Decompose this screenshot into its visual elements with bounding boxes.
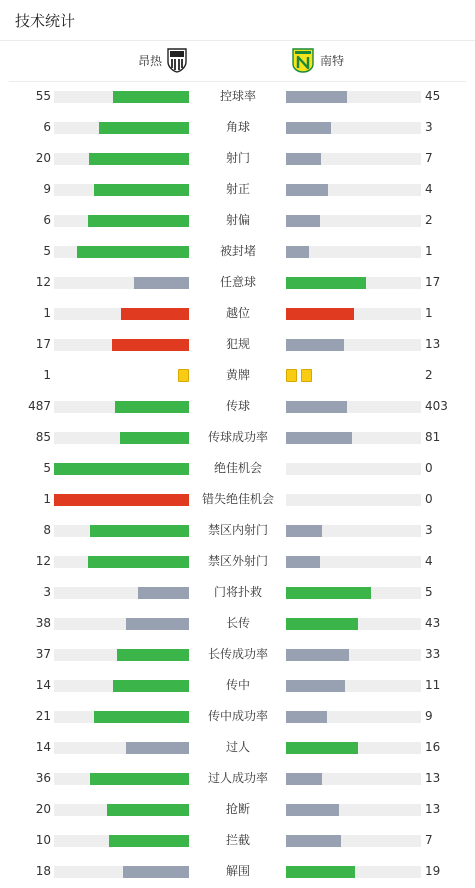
home-bar-fill — [90, 773, 189, 785]
away-bar-track — [286, 742, 421, 754]
away-bar-fill — [286, 432, 352, 444]
stat-row[interactable] — [0, 329, 475, 360]
home-value: 36 — [35, 771, 51, 785]
yellow-card-icon — [301, 369, 312, 382]
stat-label: 传中成功率 — [207, 709, 268, 723]
away-bar-track — [286, 649, 421, 661]
away-bar-track — [286, 556, 421, 568]
away-bar-fill — [286, 153, 321, 165]
home-bar-fill — [89, 153, 189, 165]
away-bar-fill — [286, 866, 355, 878]
home-bar-fill — [126, 742, 189, 754]
home-bar-fill — [120, 432, 189, 444]
away-bar-fill — [286, 804, 339, 816]
stat-label: 抢断 — [225, 802, 250, 816]
stat-label: 禁区外射门 — [207, 554, 268, 568]
home-bar-fill — [54, 494, 189, 506]
away-bar-fill — [286, 649, 349, 661]
page-title: 技术统计 — [15, 12, 76, 30]
home-bar-track — [54, 835, 189, 847]
home-bar-track — [54, 401, 189, 413]
away-value: 3 — [425, 523, 433, 537]
home-value: 3 — [43, 585, 51, 599]
away-bar-track — [286, 308, 421, 320]
away-bar-fill — [286, 835, 341, 847]
away-bar-track — [286, 587, 421, 599]
away-bar-track — [286, 525, 421, 537]
home-value: 9 — [43, 182, 51, 196]
stat-label: 射门 — [225, 151, 250, 165]
home-bar-fill — [138, 587, 189, 599]
away-bar-fill — [286, 773, 322, 785]
home-bar-track — [54, 122, 189, 134]
away-team-name[interactable]: 南特 — [320, 54, 345, 68]
stat-label: 角球 — [225, 120, 250, 134]
home-value: 487 — [28, 399, 51, 413]
away-bar-track — [286, 866, 421, 878]
away-bar-track — [286, 463, 421, 475]
away-bar-fill — [286, 680, 345, 692]
home-bar-fill — [112, 339, 189, 351]
stat-row[interactable] — [0, 267, 475, 298]
home-bar-fill — [77, 246, 189, 258]
home-value: 20 — [35, 151, 51, 165]
home-bar-fill — [126, 618, 189, 630]
home-value: 1 — [43, 368, 51, 382]
away-bar-track — [286, 277, 421, 289]
away-value: 13 — [425, 337, 441, 351]
away-bar-fill — [286, 308, 354, 320]
away-value: 1 — [425, 244, 433, 258]
away-bar-track — [286, 122, 421, 134]
fc-nantes-crest-icon[interactable] — [292, 48, 314, 73]
home-bar-track — [54, 153, 189, 165]
home-bar-track — [54, 742, 189, 754]
away-bar-fill — [286, 122, 331, 134]
home-value: 55 — [35, 89, 51, 103]
away-bar-fill — [286, 246, 309, 258]
home-bar-fill — [115, 401, 189, 413]
away-value: 81 — [425, 430, 441, 444]
stat-label: 禁区内射门 — [207, 523, 268, 537]
away-value: 19 — [425, 864, 441, 878]
home-value: 1 — [43, 306, 51, 320]
home-bar-track — [54, 711, 189, 723]
stat-row[interactable] — [0, 143, 475, 174]
home-value: 6 — [43, 120, 51, 134]
away-bar-fill — [286, 91, 347, 103]
home-bar-track — [54, 308, 189, 320]
home-bar-track — [54, 556, 189, 568]
yellow-card-icon — [286, 369, 297, 382]
stat-row[interactable] — [0, 391, 475, 422]
away-bar-track — [286, 711, 421, 723]
home-bar-fill — [113, 91, 189, 103]
stat-label: 传球 — [225, 399, 250, 413]
away-value: 13 — [425, 771, 441, 785]
home-team-name[interactable]: 昂热 — [137, 54, 162, 68]
away-value: 403 — [425, 399, 448, 413]
away-value: 3 — [425, 120, 433, 134]
stat-row[interactable] — [0, 639, 475, 670]
away-cards — [286, 369, 316, 382]
home-value: 10 — [35, 833, 51, 847]
stat-row[interactable] — [0, 794, 475, 825]
away-bar-fill — [286, 525, 322, 537]
home-value: 1 — [43, 492, 51, 506]
away-bar-fill — [286, 711, 327, 723]
stat-label: 绝佳机会 — [213, 461, 262, 475]
away-bar-track — [286, 804, 421, 816]
away-value: 11 — [425, 678, 441, 692]
away-bar-track — [286, 246, 421, 258]
home-bar-track — [54, 680, 189, 692]
stat-label: 过人成功率 — [207, 771, 268, 785]
home-bar-fill — [94, 711, 189, 723]
home-bar-track — [54, 339, 189, 351]
away-bar-track — [286, 401, 421, 413]
home-bar-track — [54, 494, 189, 506]
home-value: 18 — [35, 864, 51, 878]
stat-row[interactable] — [0, 205, 475, 236]
home-bar-fill — [121, 308, 189, 320]
stat-row[interactable] — [0, 825, 475, 856]
away-bar-track — [286, 835, 421, 847]
stat-label: 拦截 — [225, 833, 250, 847]
home-bar-track — [54, 91, 189, 103]
stat-row[interactable] — [0, 670, 475, 701]
home-bar-fill — [88, 215, 189, 227]
sco-angers-crest-icon[interactable] — [167, 48, 187, 73]
away-value: 33 — [425, 647, 441, 661]
away-bar-track — [286, 494, 421, 506]
away-bar-track — [286, 184, 421, 196]
away-bar-fill — [286, 401, 347, 413]
stat-row[interactable] — [0, 174, 475, 205]
stat-row[interactable] — [0, 422, 475, 453]
stat-label: 射偏 — [225, 213, 250, 227]
home-bar-fill — [109, 835, 189, 847]
stats-list — [0, 81, 475, 887]
stat-label: 犯规 — [225, 337, 250, 351]
stat-row[interactable] — [0, 453, 475, 484]
away-bar-track — [286, 153, 421, 165]
stat-row[interactable] — [0, 763, 475, 794]
stat-label: 射正 — [225, 182, 250, 196]
stat-row[interactable] — [0, 112, 475, 143]
away-bar-track — [286, 91, 421, 103]
home-bar-track — [54, 184, 189, 196]
stat-label: 传球成功率 — [207, 430, 268, 444]
away-bar-track — [286, 215, 421, 227]
home-bar-track — [54, 246, 189, 258]
team-header — [0, 41, 475, 81]
home-value: 21 — [35, 709, 51, 723]
away-value: 43 — [425, 616, 441, 630]
home-value: 14 — [35, 678, 51, 692]
home-value: 6 — [43, 213, 51, 227]
home-bar-fill — [123, 866, 189, 878]
stat-row[interactable] — [0, 515, 475, 546]
home-bar-fill — [94, 184, 189, 196]
home-bar-track — [54, 618, 189, 630]
away-value: 7 — [425, 833, 433, 847]
away-value: 17 — [425, 275, 441, 289]
away-bar-track — [286, 680, 421, 692]
away-value: 4 — [425, 182, 433, 196]
home-bar-fill — [113, 680, 189, 692]
away-bar-fill — [286, 277, 366, 289]
home-bar-fill — [99, 122, 189, 134]
away-bar-track — [286, 618, 421, 630]
home-value: 37 — [35, 647, 51, 661]
home-bar-track — [54, 804, 189, 816]
stat-row[interactable] — [0, 81, 475, 112]
stat-row[interactable] — [0, 298, 475, 329]
yellow-card-icon — [178, 369, 189, 382]
home-bar-fill — [117, 649, 189, 661]
home-value: 17 — [35, 337, 51, 351]
home-value: 85 — [35, 430, 51, 444]
home-value: 12 — [35, 275, 51, 289]
away-bar-track — [286, 432, 421, 444]
stat-label: 错失绝佳机会 — [201, 492, 274, 506]
away-value: 45 — [425, 89, 441, 103]
home-bar-fill — [107, 804, 189, 816]
away-value: 16 — [425, 740, 441, 754]
away-bar-fill — [286, 618, 358, 630]
home-value: 20 — [35, 802, 51, 816]
away-value: 0 — [425, 461, 433, 475]
stat-row[interactable] — [0, 701, 475, 732]
stat-row[interactable] — [0, 484, 475, 515]
home-value: 38 — [35, 616, 51, 630]
stat-label: 控球率 — [219, 89, 256, 103]
stat-label: 黄牌 — [225, 368, 250, 382]
stat-label: 过人 — [225, 740, 250, 754]
away-value: 7 — [425, 151, 433, 165]
stat-row[interactable] — [0, 360, 475, 391]
home-value: 5 — [43, 461, 51, 475]
home-bar-track — [54, 649, 189, 661]
away-bar-fill — [286, 587, 371, 599]
away-bar-track — [286, 339, 421, 351]
home-bar-fill — [54, 463, 189, 475]
home-bar-track — [54, 277, 189, 289]
stat-row[interactable] — [0, 856, 475, 887]
home-value: 5 — [43, 244, 51, 258]
home-bar-track — [54, 773, 189, 785]
away-value: 5 — [425, 585, 433, 599]
home-bar-fill — [88, 556, 189, 568]
home-bar-fill — [134, 277, 189, 289]
stat-row[interactable] — [0, 608, 475, 639]
home-bar-track — [54, 866, 189, 878]
home-bar-track — [54, 587, 189, 599]
stat-label: 越位 — [225, 306, 250, 320]
home-value: 12 — [35, 554, 51, 568]
away-value: 2 — [425, 368, 433, 382]
home-value: 14 — [35, 740, 51, 754]
stat-row[interactable] — [0, 546, 475, 577]
stat-label: 传中 — [225, 678, 250, 692]
away-bar-fill — [286, 184, 328, 196]
home-bar-track — [54, 525, 189, 537]
home-bar-fill — [90, 525, 189, 537]
away-value: 1 — [425, 306, 433, 320]
away-bar-fill — [286, 742, 358, 754]
stat-row[interactable] — [0, 236, 475, 267]
stat-label: 被封堵 — [219, 244, 256, 258]
home-bar-track — [54, 432, 189, 444]
stat-label: 长传成功率 — [207, 647, 268, 661]
stat-row[interactable] — [0, 577, 475, 608]
stat-label: 任意球 — [219, 275, 256, 289]
home-value: 8 — [43, 523, 51, 537]
away-bar-fill — [286, 339, 344, 351]
stat-row[interactable] — [0, 732, 475, 763]
away-bar-fill — [286, 215, 320, 227]
away-value: 4 — [425, 554, 433, 568]
away-value: 9 — [425, 709, 433, 723]
away-value: 13 — [425, 802, 441, 816]
home-cards — [174, 369, 189, 382]
stat-label: 解围 — [225, 864, 250, 878]
stat-label: 门将扑救 — [213, 585, 262, 599]
away-value: 2 — [425, 213, 433, 227]
stat-label: 长传 — [225, 616, 250, 630]
home-bar-track — [54, 463, 189, 475]
away-value: 0 — [425, 492, 433, 506]
away-bar-fill — [286, 556, 320, 568]
home-bar-track — [54, 215, 189, 227]
away-bar-track — [286, 773, 421, 785]
